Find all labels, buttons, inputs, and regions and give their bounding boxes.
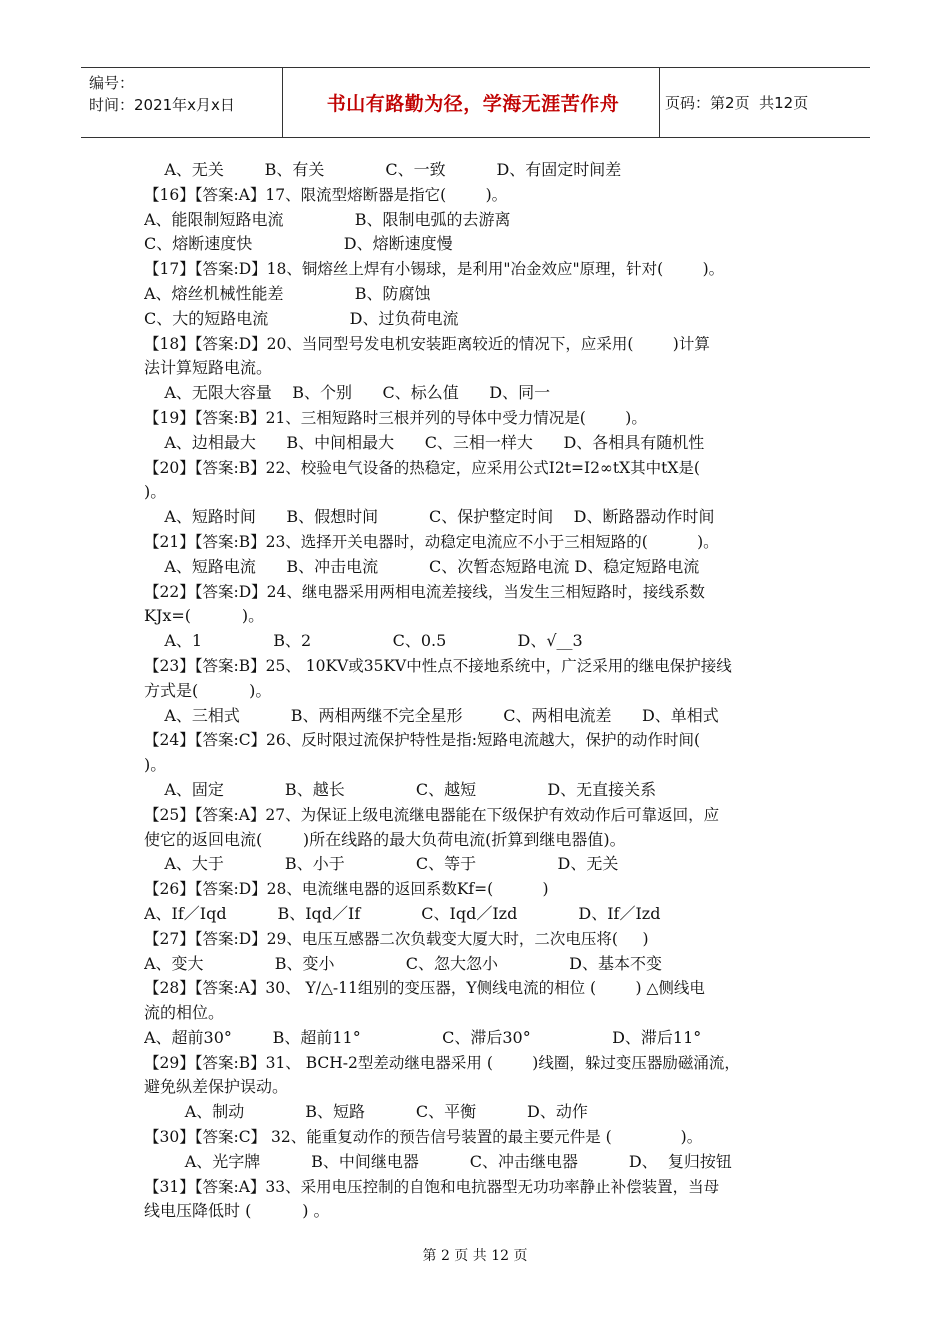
question-line: 【24】【答案:C】26、反时限过流保护特性是指:短路电流越大，保护的动作时间(: [144, 731, 701, 750]
page-label: 页码：第: [665, 94, 726, 112]
option-line: A、三相式 B、两相两继不完全星形 C、两相电流差 D、单相式: [144, 705, 719, 725]
option-line: 流的相位。: [144, 1003, 225, 1023]
question-line: 【16】【答案:A】17、限流型熔断器是指它( )。: [144, 185, 508, 204]
question-line: 【21】【答案:B】23、选择开关电器时，动稳定电流应不小于三相短路的( )。: [144, 532, 719, 551]
option-line: )。: [144, 482, 167, 502]
question-line: 【25】【答案:A】27、为保证上级电流继电器能在下级保护有效动作后可靠返回，应: [144, 805, 720, 824]
option-line: A、光字牌 B、中间继电器 C、冲击继电器 D、 复归按钮: [144, 1151, 732, 1171]
option-line: A、熔丝机械性能差 B、防腐蚀: [144, 283, 431, 303]
question-line: 【17】【答案:D】18、铜熔丝上焊有小锡球，是利用"冶金效应"原理，针对( )。: [144, 260, 725, 279]
page-total: 12: [774, 93, 794, 112]
option-line: A、无限大容量 B、个别 C、标么值 D、同一: [144, 383, 551, 403]
page-header: [81, 67, 870, 138]
question-line: 【29】【答案:B】31、 BCH-2型差动继电器采用 ( )线圈，躲过变压器励磁涌流，: [144, 1053, 740, 1072]
option-line: A、大于 B、小于 C、等于 D、无关: [144, 854, 619, 874]
option-line: 法计算短路电流。: [144, 358, 273, 378]
question-line: 【18】【答案:D】20、当同型号发电机安装距离较近的情况下，应采用( )计算: [144, 334, 710, 353]
option-line: A、If／Iqd B、Iqd／If C、Iqd／Izd D、If／Izd: [144, 903, 661, 923]
header-meta: [89, 72, 235, 116]
question-line: 【31】【答案:A】33、采用电压控制的自饱和电抗器型无功功率静止补偿装置，当母: [144, 1177, 720, 1196]
option-line: A、固定 B、越长 C、越短 D、无直接关系: [144, 779, 657, 799]
option-line: 使它的返回电流( )所在线路的最大负荷电流(折算到继电器值)。: [144, 829, 626, 849]
question-line: 【19】【答案:B】21、三相短路时三根并列的导体中受力情况是( )。: [144, 408, 647, 427]
option-line: A、短路时间 B、假想时间 C、保护整定时间 D、断路器动作时间: [144, 507, 715, 527]
option-line: KJx=( )。: [144, 606, 265, 626]
option-line: )。: [144, 755, 167, 775]
page-footer: 第 2 页 共 12 页: [422, 1248, 528, 1264]
option-line: C、熔断速度快 D、熔断速度慢: [144, 234, 453, 254]
question-line: 【28】【答案:A】30、 Y/△-11组别的变压器，Y侧线电流的相位 ( ) △侧线电: [144, 979, 705, 998]
header-divider-left: [282, 68, 283, 137]
question-line: 【22】【答案:D】24、继电器采用两相电流差接线，当发生三相短路时，接线系数: [144, 582, 705, 601]
option-line: A、变大 B、变小 C、忽大忽小 D、基本不变: [144, 953, 662, 973]
option-line: 线电压降低时 ( ) 。: [144, 1201, 330, 1221]
page-end-label: 页: [793, 94, 809, 112]
question-line: 【27】【答案:D】29、电压互感器二次负载变大厦大时，二次电压将( ): [144, 929, 649, 948]
question-line: 【30】【答案:C】 32、能重复动作的预告信号装置的最主要元件是 ( )。: [144, 1128, 703, 1147]
option-line: A、能限制短路电流 B、限制电弧的去游离: [144, 209, 511, 229]
option-line: A、超前30° B、超前11° C、滞后30° D、滞后11°: [144, 1027, 702, 1047]
option-line: 方式是( )。: [144, 680, 272, 700]
option-line: A、短路电流 B、冲击电流 C、次暂态短路电流 D、稳定短路电流: [144, 556, 700, 576]
question-line: 【20】【答案:B】22、校验电气设备的热稳定，应采用公式I2t=I2∞tX其中tX是(: [144, 458, 700, 477]
document-number-label: 编号：: [89, 74, 135, 92]
option-line: A、边相最大 B、中间相最大 C、三相一样大 D、各相具有随机性: [144, 432, 705, 452]
option-line: A、制动 B、短路 C、平衡 D、动作: [144, 1102, 588, 1122]
question-line: 【26】【答案:D】28、电流继电器的返回系数Kf=( ): [144, 880, 549, 899]
option-line: C、大的短路电流 D、过负荷电流: [144, 308, 459, 328]
question-list: [144, 158, 814, 1224]
option-line: A、无关 B、有关 C、一致 D、有固定时间差: [144, 160, 622, 179]
option-line: A、1 B、2 C、0.5 D、√__3: [144, 631, 583, 651]
header-motto: 书山有路勤为径，学海无涯苦作舟: [326, 93, 620, 115]
option-line: 避免纵差保护误动。: [144, 1077, 289, 1097]
page-current: 2: [725, 93, 735, 112]
question-line: 【23】【答案:B】25、 10KV或35KV中性点不接地系统中，广泛采用的继电保护接线: [144, 656, 732, 675]
header-page-info: [665, 68, 808, 137]
document-time-label: 时间：2021年x月x日: [89, 96, 235, 114]
page-mid-label: 页 共: [734, 94, 775, 112]
